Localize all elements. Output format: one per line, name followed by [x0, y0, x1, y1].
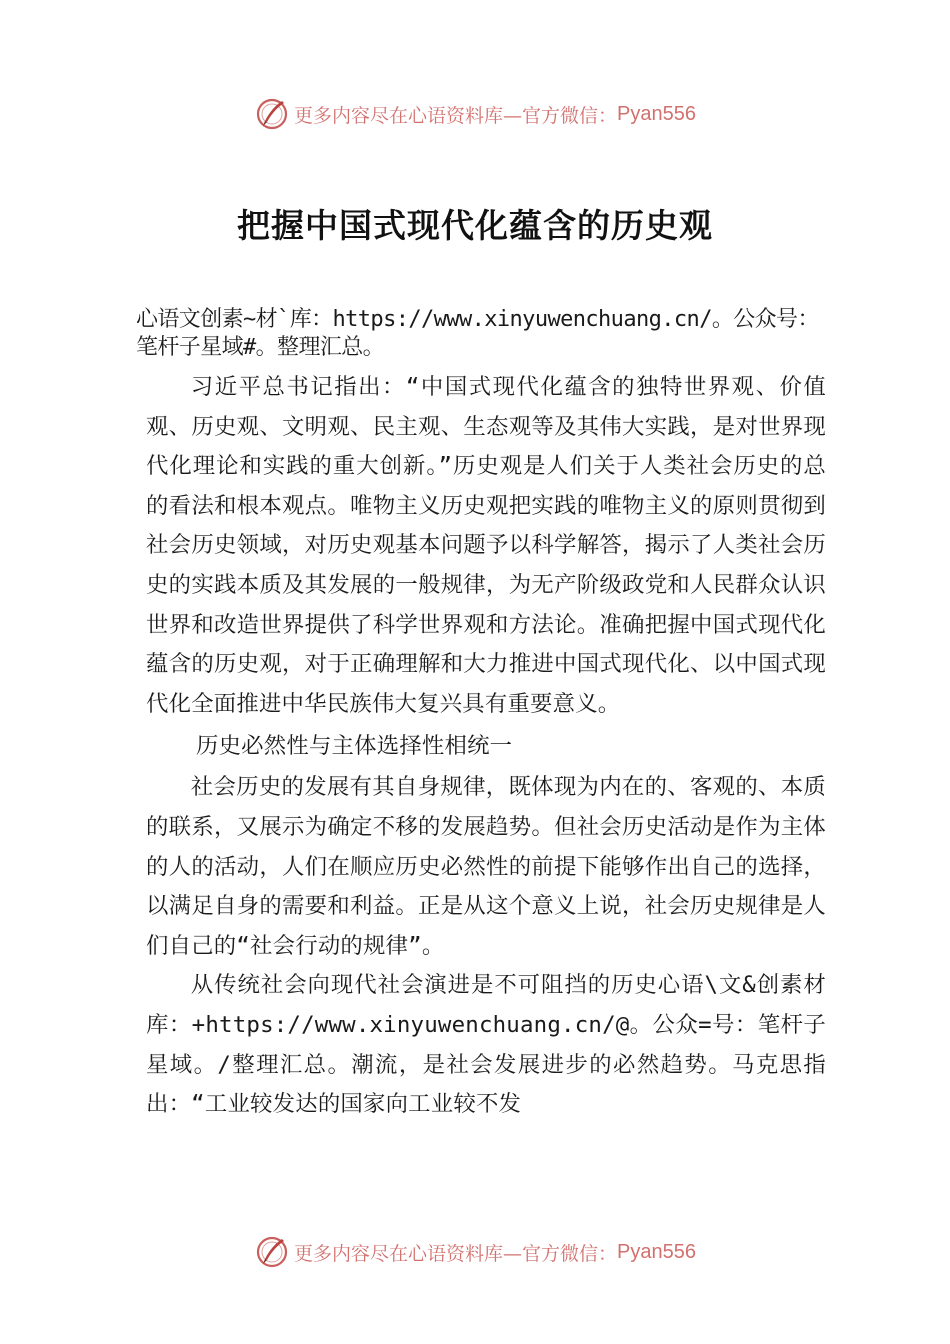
section-paragraph: 从传统社会向现代社会演进是不可阻挡的历史心语\文&创素材库：+https://www.xinyuwenchuang.cn/@。公众=号：笔杆子星域。/整理汇总。潮流，是社会发展进步的必然趋势。马克思指出：“工业较发达的国家向工业较不发: [146, 972, 826, 1118]
banner-wechat-id: Pyan556: [617, 102, 696, 125]
header-banner: [0, 92, 950, 136]
document-body: [136, 306, 826, 1125]
banner-wechat-id: Pyan556: [617, 1240, 696, 1263]
banner-text: 更多内容尽在心语资料库—官方微信：: [294, 104, 618, 127]
quill-pen-icon: [254, 1234, 290, 1270]
section-heading: 历史必然性与主体选择性相统一: [196, 733, 513, 760]
quill-pen-icon: [254, 96, 290, 132]
document-title: 把握中国式现代化蕴含的历史观: [237, 206, 713, 245]
source-line: 心语文创素~材`库：https://www.xinyuwenchuang.cn/。公众号：笔杆子星域#。整理汇总。: [136, 307, 819, 360]
banner-text: 更多内容尽在心语资料库—官方微信：: [294, 1242, 618, 1265]
body-paragraph: 习近平总书记指出：“中国式现代化蕴含的独特世界观、价值观、历史观、文明观、民主观、生态观等及其伟大实践，是对世界现代化理论和实践的重大创新。”历史观是人们关于人类社会历史的总的看法和根本观点。唯物主义历史观把实践的唯物主义的原则贯彻到社会历史领域，对历史观基本问题予以科学解答，揭示了人类社会历史的实践本质及其发展的一般规律，为无产阶级政党和人民群众认识世界和改造世界提供了科学世界观和方法论。准确把握中国式现代化蕴含的历史观，对于正确理解和大力推进中国式现代化、以中国式现代化全面推进中华民族伟大复兴具有重要意义。: [146, 374, 826, 717]
section-paragraph: 社会历史的发展有其自身规律，既体现为内在的、客观的、本质的联系，又展示为确定不移的发展趋势。但社会历史活动是作为主体的人的活动，人们在顺应历史必然性的前提下能够作出自己的选择，以满足自身的需要和利益。正是从这个意义上说，社会历史规律是人们自己的“社会行动的规律”。: [146, 774, 826, 959]
footer-banner: [0, 1230, 950, 1274]
